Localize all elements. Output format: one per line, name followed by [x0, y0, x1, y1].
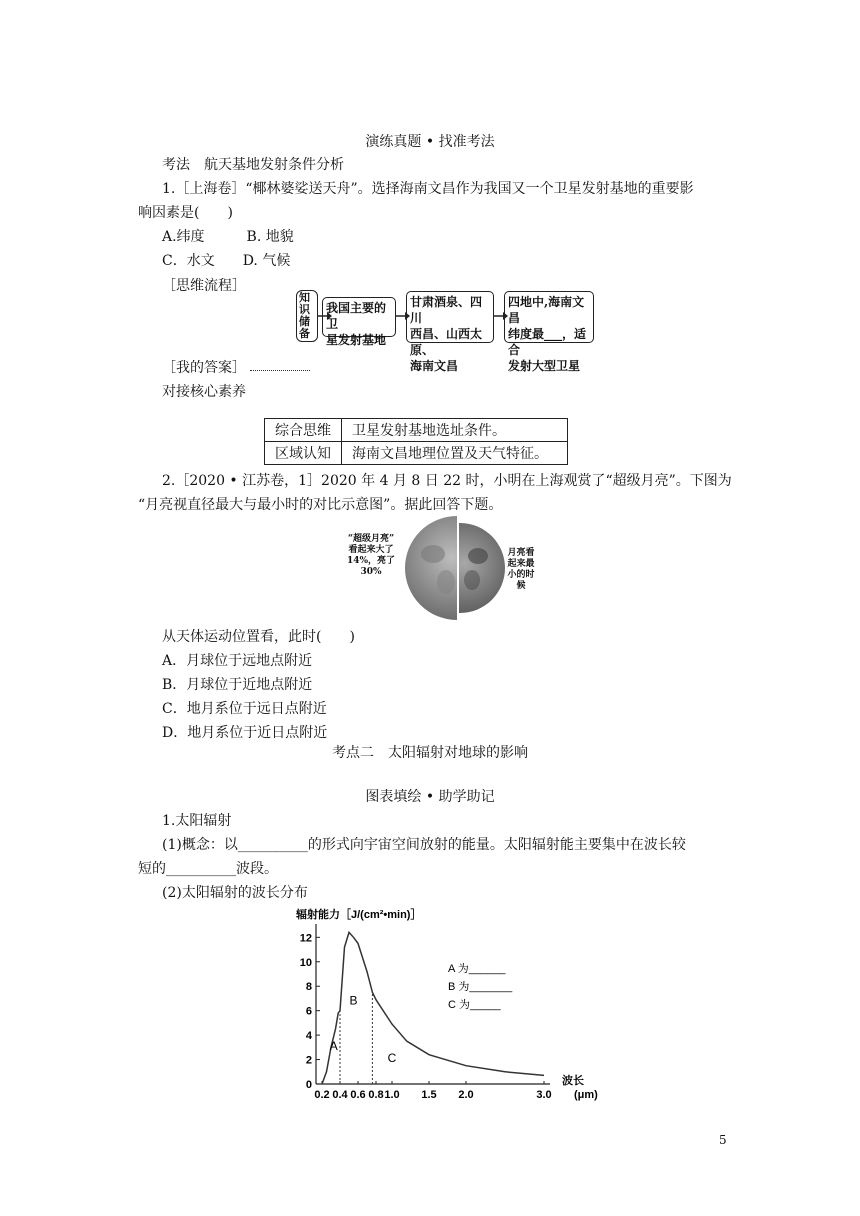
flow-box-sites: [406, 291, 494, 373]
x-tick-label: 0.2: [314, 1089, 330, 1101]
flow-start-box: [296, 290, 318, 342]
table-cell: 卫星发射基地选址条件。: [342, 419, 568, 442]
x-tick-label: 0.6: [350, 1089, 366, 1101]
flow-box-bases-line2: 星发射基地: [326, 333, 387, 347]
moon-left-label-line1: “超级月亮”: [347, 534, 395, 544]
flow-label: ［思维流程］: [162, 278, 246, 294]
q2-option-c: C．地月系位于远日点附近: [162, 701, 327, 717]
q2-option-b: B．月球位于近地点附近: [162, 677, 313, 693]
y-tick-label: 4: [305, 1030, 312, 1043]
moon-left-label-line3: 14%，亮了: [346, 556, 396, 566]
moon-left-label: [340, 534, 402, 578]
page-number: 5: [719, 1133, 727, 1147]
kaofa-heading: 考法 航天基地发射条件分析: [162, 157, 344, 173]
q1-options-line2: C．水文 D. 气候: [162, 253, 291, 269]
table-row: [265, 442, 568, 465]
chart-ylabel: 辐射能力［J/(cm²•min)］: [296, 909, 422, 921]
item1-heading: 1.太阳辐射: [162, 813, 232, 829]
table-cell: 综合思维: [265, 419, 342, 442]
flow-box-bases: [322, 297, 396, 347]
answer-blank[interactable]: [250, 366, 310, 371]
moon-right-label: [504, 548, 538, 592]
x-tick-label: 1.5: [421, 1089, 437, 1101]
fill-blank: C 为_____: [448, 999, 501, 1011]
radiation-curve: [322, 932, 544, 1084]
chart-xlabel: 波长: [562, 1075, 584, 1087]
q1-stem-line1: 1.［上海卷］“椰林婆娑送天舟”。选择海南文昌作为我国又一个卫星发射基地的重要影: [162, 181, 694, 197]
moon-comparison-figure: [340, 516, 540, 620]
x-tick-label: 3.0: [536, 1089, 552, 1101]
flow-box-conclusion-line1: 四地中,海南文昌: [508, 295, 585, 325]
x-tick-label: 1.0: [384, 1089, 400, 1101]
fill-blank: B 为_______: [448, 981, 513, 993]
moon-image: [398, 516, 518, 620]
concept-line2: 短的__________波段。: [138, 861, 278, 877]
moon-right-label-line1: 月亮看: [507, 548, 535, 558]
region-label-c: C: [387, 1051, 397, 1065]
section-title-practice: 演练真题 • 找准考法: [365, 134, 495, 150]
moon-left-label-line2: 看起来大了: [348, 545, 394, 555]
y-tick-label: 0: [305, 1079, 312, 1091]
q1-stem-line2: 响因素是( ): [138, 205, 233, 221]
section-title-chart: 图表填绘 • 助学助记: [365, 789, 495, 805]
y-tick-label: 2: [305, 1054, 312, 1067]
y-tick-label: 8: [305, 981, 312, 994]
q2-stem-line2: “月亮视直径最大与最小时的对比示意图”。据此回答下题。: [138, 497, 503, 513]
region-label-b: B: [349, 993, 358, 1008]
core-literacy-label: 对接核心素养: [162, 384, 246, 400]
thinking-flow-diagram: [296, 289, 606, 373]
table-cell: 海南文昌地理位置及天气特征。: [342, 442, 568, 465]
x-tick-label: 0.8: [368, 1089, 384, 1101]
fill-blank: A 为______: [448, 963, 506, 975]
table-row: [265, 419, 568, 442]
moon-right-label-line4: 候: [516, 581, 526, 591]
core-literacy-table: [264, 418, 568, 465]
y-tick-label: 6: [305, 1005, 312, 1018]
moon-right-label-line3: 小的时: [507, 570, 535, 580]
x-tick-label: 2.0: [458, 1089, 474, 1101]
flow-box-sites-line3: 海南文昌: [410, 359, 459, 373]
kaodian-heading: 考点二 太阳辐射对地球的影响: [332, 745, 528, 761]
flow-start-text: 知识储备: [299, 291, 310, 340]
moon-right-label-line2: 起来最: [507, 559, 535, 569]
flow-box-bases-line1: 我国主要的卫: [326, 301, 387, 331]
q2-option-a: A．月球位于远地点附近: [162, 653, 313, 669]
chart-xunit: (μm): [574, 1089, 598, 1101]
solar-radiation-chart: [292, 904, 622, 1104]
flow-box-conclusion-line2: 纬度最___，适合: [508, 327, 587, 357]
q1-options-line1: A.纬度 B. 地貌: [162, 229, 294, 245]
table-cell: 区域认知: [265, 442, 342, 465]
flow-box-sites-line2: 西昌、山西太原、: [410, 327, 483, 357]
region-label-a: A: [329, 1038, 338, 1053]
flow-box-conclusion: [504, 291, 594, 373]
q2-stem-line1: 2.［2020 • 江苏卷，1］2020 年 4 月 8 日 22 时，小明在上海观赏了“超级月亮”。下图为: [162, 473, 732, 489]
concept-line1: (1)概念：以__________的形式向宇宙空间放射的能量。太阳辐射能主要集中在波长较: [162, 837, 686, 853]
q2-option-d: D．地月系位于近日点附近: [162, 725, 328, 741]
item2-heading: (2)太阳辐射的波长分布: [162, 885, 308, 901]
answer-label: ［我的答案］: [162, 360, 246, 376]
moon-left-label-line4: 30%: [360, 567, 382, 577]
y-tick-label: 12: [299, 932, 312, 945]
flow-box-sites-line1: 甘肃酒泉、四川: [410, 295, 483, 325]
flow-box-conclusion-line3: 发射大型卫星: [508, 359, 581, 373]
q2-question: 从天体运动位置看，此时( ): [162, 629, 355, 645]
y-tick-label: 10: [299, 956, 312, 969]
x-tick-label: 0.4: [332, 1089, 348, 1101]
